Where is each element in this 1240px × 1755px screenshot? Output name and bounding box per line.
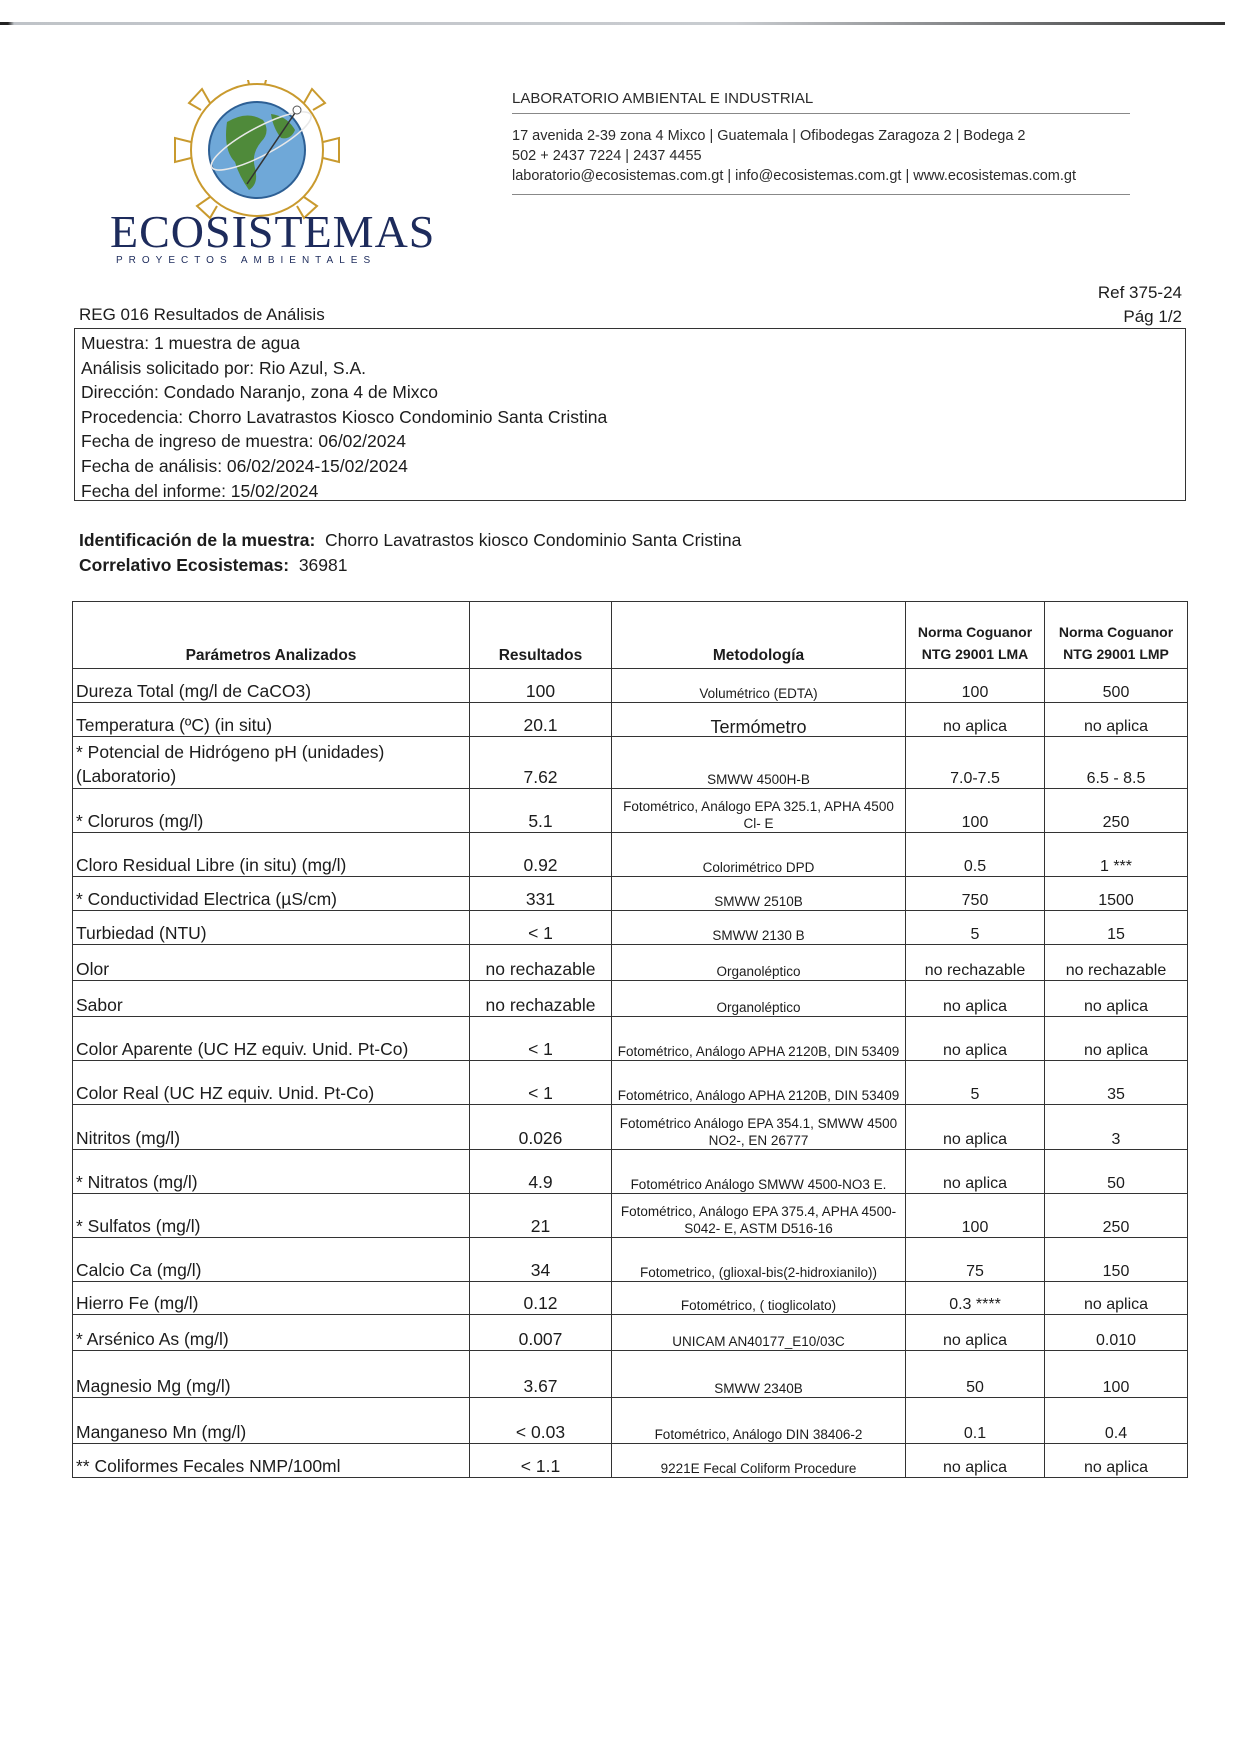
lmp-cell: 250 <box>1045 789 1188 833</box>
header-parameters: Parámetros Analizados <box>73 602 470 669</box>
lmp-cell: no aplica <box>1045 1444 1188 1478</box>
table-row <box>73 737 1188 789</box>
lma-cell: 7.0-7.5 <box>906 737 1045 789</box>
table-header-row <box>73 602 1188 669</box>
sample-identification <box>79 528 741 578</box>
sample-info-line: Fecha del informe: 15/02/2024 <box>81 480 319 501</box>
lma-cell: no aplica <box>906 1017 1045 1061</box>
lma-cell: 0.5 <box>906 833 1045 877</box>
table-row <box>73 1444 1188 1478</box>
lmp-cell: 3 <box>1045 1105 1188 1150</box>
table-row <box>73 1061 1188 1105</box>
parameter-cell: Nitritos (mg/l) <box>73 1105 470 1150</box>
lmp-cell: 35 <box>1045 1061 1188 1105</box>
sample-info-line: Fecha de ingreso de muestra: 06/02/2024 <box>81 431 406 452</box>
parameter-cell: * Potencial de Hidrógeno pH (unidades) (Laboratorio) <box>73 737 470 789</box>
lab-emails-web: laboratorio@ecosistemas.com.gt | info@ecosistemas.com.gt | www.ecosistemas.com.gt <box>512 168 1077 184</box>
table-row <box>73 703 1188 737</box>
method-cell: Fotométrico Análogo EPA 354.1, SMWW 4500 NO2-, EN 26777 <box>612 1105 906 1150</box>
parameter-cell: Color Aparente (UC HZ equiv. Unid. Pt-Co) <box>73 1017 470 1061</box>
scan-top-bar <box>0 22 1225 25</box>
parameter-cell: * Cloruros (mg/l) <box>73 789 470 833</box>
lmp-cell: 50 <box>1045 1150 1188 1194</box>
lab-address: 17 avenida 2-39 zona 4 Mixco | Guatemala | Ofibodegas Zaragoza 2 | Bodega 2 <box>512 128 1026 144</box>
parameter-cell: Temperatura (ºC) (in situ) <box>73 703 470 737</box>
table-row <box>73 1282 1188 1315</box>
table-row <box>73 1315 1188 1351</box>
table-row <box>73 945 1188 981</box>
lma-cell: 75 <box>906 1238 1045 1282</box>
lmp-cell: 0.4 <box>1045 1398 1188 1444</box>
reference-block <box>1098 281 1182 329</box>
parameter-cell: ** Coliformes Fecales NMP/100ml <box>73 1444 470 1478</box>
table-row <box>73 877 1188 911</box>
result-cell: 0.12 <box>470 1282 612 1315</box>
sample-info-line: Procedencia: Chorro Lavatrastos Kiosco Condominio Santa Cristina <box>81 406 608 427</box>
sample-info-line: Dirección: Condado Naranjo, zona 4 de Mixco <box>81 382 438 403</box>
result-cell: 4.9 <box>470 1150 612 1194</box>
sample-info-line: Muestra: 1 muestra de agua <box>81 333 300 353</box>
result-cell: 0.92 <box>470 833 612 877</box>
result-cell: 0.007 <box>470 1315 612 1351</box>
sample-info-line: Fecha de análisis: 06/02/2024-15/02/2024 <box>81 455 408 476</box>
method-cell: Fotométrico, Análogo APHA 2120B, DIN 53409 <box>612 1017 906 1061</box>
parameter-cell: * Sulfatos (mg/l) <box>73 1194 470 1238</box>
lmp-cell: 100 <box>1045 1351 1188 1398</box>
lma-cell: no aplica <box>906 1105 1045 1150</box>
table-row <box>73 1238 1188 1282</box>
results-table <box>72 601 1188 1478</box>
method-cell: Fotométrico, Análogo DIN 38406-2 <box>612 1398 906 1444</box>
method-cell: Fotométrico, Análogo EPA 375.4, APHA 4500-S042- E, ASTM D516-16 <box>612 1194 906 1238</box>
result-cell: 3.67 <box>470 1351 612 1398</box>
lma-cell: 5 <box>906 911 1045 945</box>
result-cell: 7.62 <box>470 737 612 789</box>
table-row <box>73 1105 1188 1150</box>
method-cell: SMWW 2130 B <box>612 911 906 945</box>
result-cell: 100 <box>470 669 612 703</box>
lma-cell: 50 <box>906 1351 1045 1398</box>
parameter-cell: * Conductividad Electrica (µS/cm) <box>73 877 470 911</box>
parameter-cell: Hierro Fe (mg/l) <box>73 1282 470 1315</box>
header-norm-lma: Norma Coguanor NTG 29001 LMA <box>906 602 1045 669</box>
result-cell: no rechazable <box>470 981 612 1017</box>
lma-cell: 100 <box>906 669 1045 703</box>
lma-cell: no aplica <box>906 981 1045 1017</box>
method-cell: SMWW 2340B <box>612 1351 906 1398</box>
header-divider-top <box>512 113 1130 114</box>
table-row <box>73 1351 1188 1398</box>
method-cell: Organoléptico <box>612 981 906 1017</box>
parameter-cell: Magnesio Mg (mg/l) <box>73 1351 470 1398</box>
lma-cell: 5 <box>906 1061 1045 1105</box>
lab-contact-block <box>512 126 1076 186</box>
method-cell: Organoléptico <box>612 945 906 981</box>
method-cell: UNICAM AN40177_E10/03C <box>612 1315 906 1351</box>
header-results: Resultados <box>470 602 612 669</box>
method-cell: SMWW 2510B <box>612 877 906 911</box>
result-cell: < 0.03 <box>470 1398 612 1444</box>
table-row <box>73 1194 1188 1238</box>
sample-info-line: Análisis solicitado por: Rio Azul, S.A. <box>81 357 366 378</box>
lmp-cell: no aplica <box>1045 703 1188 737</box>
result-cell: 331 <box>470 877 612 911</box>
result-cell: 21 <box>470 1194 612 1238</box>
lmp-cell: 6.5 - 8.5 <box>1045 737 1188 789</box>
identification-label: Identificación de la muestra: <box>79 530 316 550</box>
lmp-cell: 1 *** <box>1045 833 1188 877</box>
result-cell: < 1 <box>470 911 612 945</box>
method-cell: Termómetro <box>612 703 906 737</box>
correlative-value: 36981 <box>298 555 348 575</box>
lmp-cell: no aplica <box>1045 981 1188 1017</box>
lma-cell: 0.3 **** <box>906 1282 1045 1315</box>
method-cell: Fotométrico, Análogo APHA 2120B, DIN 53409 <box>612 1061 906 1105</box>
lmp-cell: no rechazable <box>1045 945 1188 981</box>
table-row <box>73 1398 1188 1444</box>
method-cell: Colorimétrico DPD <box>612 833 906 877</box>
table-row <box>73 789 1188 833</box>
header-norm-lmp: Norma Coguanor NTG 29001 LMP <box>1045 602 1188 669</box>
method-cell: Volumétrico (EDTA) <box>612 669 906 703</box>
lma-cell: no aplica <box>906 1150 1045 1194</box>
lma-cell: 0.1 <box>906 1398 1045 1444</box>
reference-number: Ref 375-24 <box>1097 283 1182 302</box>
lab-phones: 502 + 2437 7224 | 2437 4455 <box>512 148 702 164</box>
lma-cell: no aplica <box>906 1444 1045 1478</box>
parameter-cell: Sabor <box>73 981 470 1017</box>
logo-wordmark: ECOSISTEMAS <box>110 206 436 257</box>
lma-cell: 100 <box>906 789 1045 833</box>
method-cell: Fotometrico, (glioxal-bis(2-hidroxianilo)) <box>612 1238 906 1282</box>
result-cell: 34 <box>470 1238 612 1282</box>
result-cell: < 1.1 <box>470 1444 612 1478</box>
table-row <box>73 1017 1188 1061</box>
correlative-label: Correlativo Ecosistemas: <box>79 555 290 575</box>
result-cell: 20.1 <box>470 703 612 737</box>
header-methodology: Metodología <box>612 602 906 669</box>
lmp-cell: 150 <box>1045 1238 1188 1282</box>
parameter-cell: Cloro Residual Libre (in situ) (mg/l) <box>73 833 470 877</box>
logo-subtitle: PROYECTOS AMBIENTALES <box>116 255 377 266</box>
method-cell: SMWW 4500H-B <box>612 737 906 789</box>
method-cell: 9221E Fecal Coliform Procedure <box>612 1444 906 1478</box>
method-cell: Fotométrico, ( tioglicolato) <box>612 1282 906 1315</box>
table-row <box>73 833 1188 877</box>
result-cell: < 1 <box>470 1061 612 1105</box>
lma-cell: no aplica <box>906 703 1045 737</box>
result-cell: 0.026 <box>470 1105 612 1150</box>
sample-info-box <box>74 328 1186 501</box>
lma-cell: no aplica <box>906 1315 1045 1351</box>
lma-cell: 100 <box>906 1194 1045 1238</box>
lab-name: LABORATORIO AMBIENTAL E INDUSTRIAL <box>512 90 814 107</box>
table-row <box>73 981 1188 1017</box>
lma-cell: 750 <box>906 877 1045 911</box>
lmp-cell: 0.010 <box>1045 1315 1188 1351</box>
lma-cell: no rechazable <box>906 945 1045 981</box>
lmp-cell: 1500 <box>1045 877 1188 911</box>
table-row <box>73 669 1188 703</box>
lmp-cell: 250 <box>1045 1194 1188 1238</box>
parameter-cell: Color Real (UC HZ equiv. Unid. Pt-Co) <box>73 1061 470 1105</box>
lmp-cell: 500 <box>1045 669 1188 703</box>
report-title: REG 016 Resultados de Análisis <box>79 305 325 324</box>
table-row <box>73 1150 1188 1194</box>
table-row <box>73 911 1188 945</box>
parameter-cell: Olor <box>73 945 470 981</box>
lmp-cell: no aplica <box>1045 1282 1188 1315</box>
parameter-cell: Turbiedad (NTU) <box>73 911 470 945</box>
parameter-cell: * Arsénico As (mg/l) <box>73 1315 470 1351</box>
lmp-cell: no aplica <box>1045 1017 1188 1061</box>
result-cell: < 1 <box>470 1017 612 1061</box>
parameter-cell: Calcio Ca (mg/l) <box>73 1238 470 1282</box>
parameter-cell: * Nitratos (mg/l) <box>73 1150 470 1194</box>
header-divider-bottom <box>512 194 1130 195</box>
parameter-cell: Dureza Total (mg/l de CaCO3) <box>73 669 470 703</box>
method-cell: Fotométrico Análogo SMWW 4500-NO3 E. <box>612 1150 906 1194</box>
identification-value: Chorro Lavatrastos kiosco Condominio Santa Cristina <box>325 530 742 550</box>
method-cell: Fotométrico, Análogo EPA 325.1, APHA 4500 Cl- E <box>612 789 906 833</box>
result-cell: 5.1 <box>470 789 612 833</box>
lmp-cell: 15 <box>1045 911 1188 945</box>
parameter-cell: Manganeso Mn (mg/l) <box>73 1398 470 1444</box>
result-cell: no rechazable <box>470 945 612 981</box>
page-number: Pág 1/2 <box>1123 307 1182 326</box>
